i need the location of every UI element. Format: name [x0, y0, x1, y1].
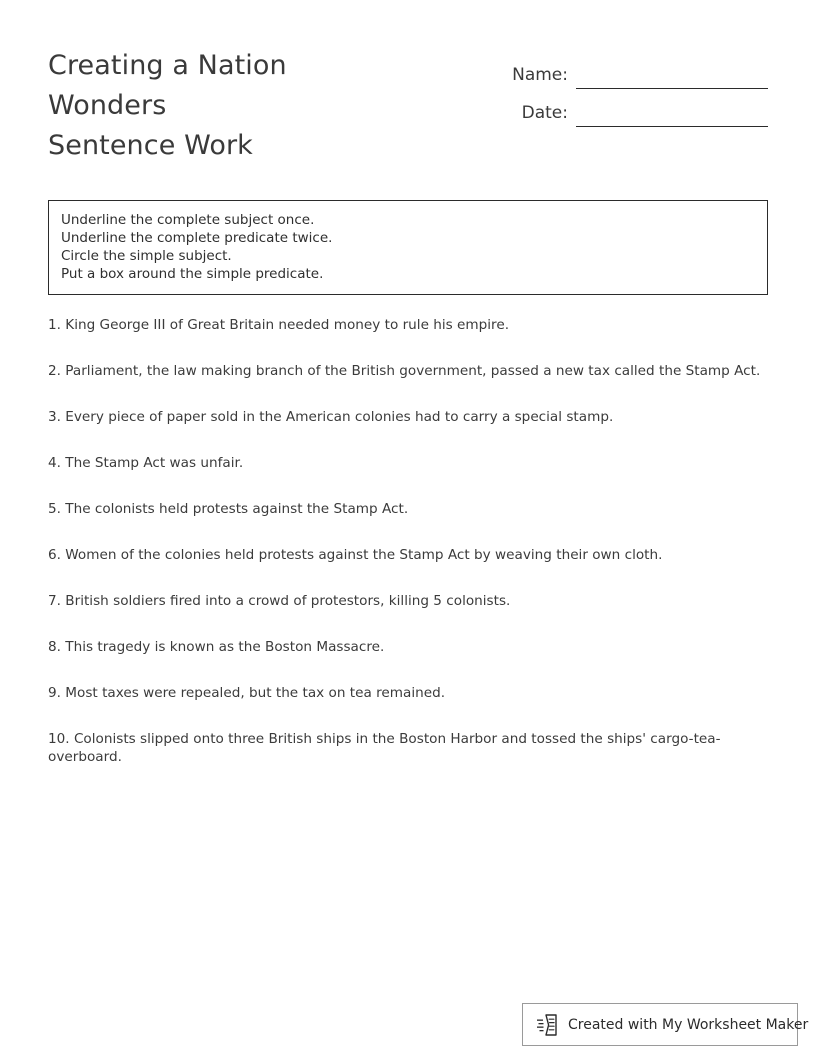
instruction-line-2: Underline the complete predicate twice.: [61, 230, 333, 246]
name-label: Name:: [512, 65, 568, 85]
worksheet-maker-logo-icon: [537, 1013, 559, 1037]
question-item: 2. Parliament, the law making branch of the British government, passed a new tax called the Stamp Act.: [48, 363, 761, 379]
question-item: 4. The Stamp Act was unfair.: [48, 455, 244, 471]
instructions-box: [48, 200, 768, 295]
page-title-line-1: Creating a Nation: [48, 50, 287, 81]
question-item: 10. Colonists slipped onto three British ships in the Boston Harbor and tossed the ships' cargo-tea-overboard.: [48, 731, 721, 765]
name-row: [498, 51, 768, 89]
page-title-line-3: Sentence Work: [48, 130, 253, 161]
question-item: 6. Women of the colonies held protests against the Stamp Act by weaving their own cloth.: [48, 547, 663, 563]
name-date-block: [498, 51, 768, 127]
date-label: Date:: [521, 103, 568, 123]
question-item: 5. The colonists held protests against the Stamp Act.: [48, 501, 409, 517]
question-item: 3. Every piece of paper sold in the American colonies had to carry a special stamp.: [48, 409, 614, 425]
question-item: 8. This tragedy is known as the Boston Massacre.: [48, 639, 385, 655]
instruction-line-3: Circle the simple subject.: [61, 248, 232, 264]
created-with-label: Created with My Worksheet Maker: [568, 1016, 809, 1033]
instruction-line-4: Put a box around the simple predicate.: [61, 266, 324, 282]
question-item: 9. Most taxes were repealed, but the tax on tea remained.: [48, 685, 446, 701]
instruction-line-1: Underline the complete subject once.: [61, 212, 315, 228]
question-item: 1. King George III of Great Britain needed money to rule his empire.: [48, 317, 510, 333]
worksheet-header: [48, 46, 768, 171]
created-with-badge[interactable]: [522, 1003, 809, 1046]
date-row: [498, 89, 768, 127]
page-title: [48, 46, 468, 166]
name-input-line[interactable]: [576, 67, 768, 89]
date-input-line[interactable]: [576, 105, 768, 127]
page-title-line-2: Wonders: [48, 90, 167, 121]
questions-list: [48, 316, 770, 766]
question-item: 7. British soldiers fired into a crowd of protestors, killing 5 colonists.: [48, 593, 511, 609]
